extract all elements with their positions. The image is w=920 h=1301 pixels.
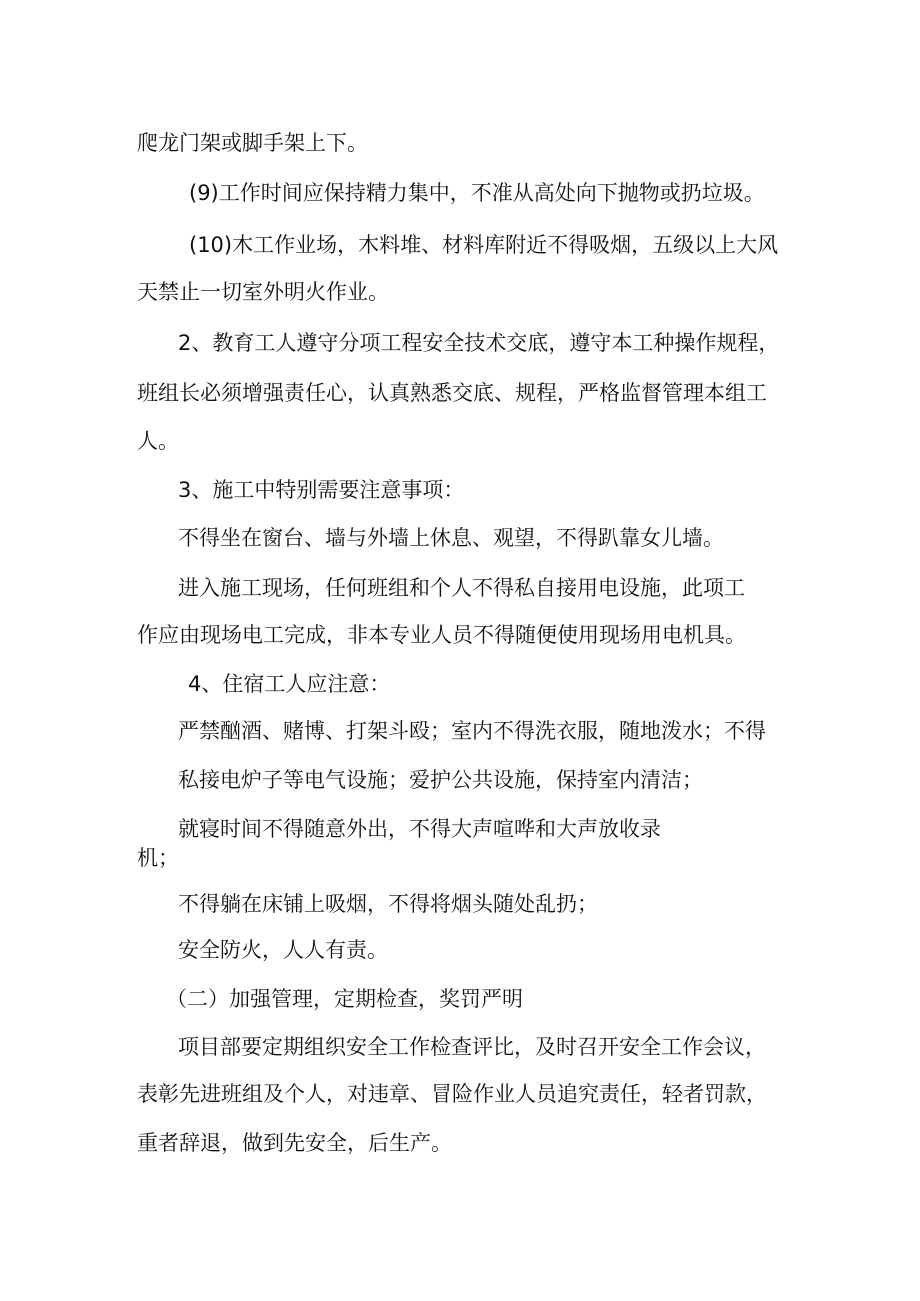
paragraph-line: 表彰先进班组及个人，对违章、冒险作业人员追究责任，轻者罚款，	[137, 1082, 767, 1106]
paragraph-line: 就寝时间不得随意外出，不得大声喧哗和大声放收录	[178, 817, 661, 841]
paragraph-line: 2、教育工人遵守分项工程安全技术交底，遵守本工种操作规程，	[178, 331, 780, 355]
paragraph-line: (10)木工作业场，木料堆、材料库附近不得吸烟，五级以上大风	[189, 233, 779, 257]
paragraph-line: 机；	[137, 846, 179, 870]
paragraph-line: 安全防火，人人有责。	[178, 938, 388, 962]
paragraph-line: 作应由现场电工完成，非本专业人员不得随便使用现场用电机具。	[137, 623, 746, 647]
paragraph-line: 不得躺在床铺上吸烟，不得将烟头随处乱扔；	[178, 892, 598, 916]
paragraph-heading: 3、施工中特别需要注意事项：	[178, 478, 465, 502]
paragraph-line: (9)工作时间应保持精力集中，不准从高处向下抛物或扔垃圾。	[189, 181, 765, 205]
paragraph-line: 重者辞退，做到先安全，后生产。	[137, 1131, 452, 1155]
paragraph-line: 人。	[137, 429, 179, 453]
paragraph-heading: 4、住宿工人应注意：	[188, 672, 391, 696]
section-heading: （二）加强管理，定期检查，奖罚严明	[166, 987, 523, 1011]
paragraph-line: 爬龙门架或脚手架上下。	[137, 131, 368, 155]
paragraph-line: 进入施工现场，任何班组和个人不得私自接用电设施，此项工	[178, 576, 745, 600]
paragraph-line: 班组长必须增强责任心，认真熟悉交底、规程，严格监督管理本组工	[137, 381, 767, 405]
paragraph-line: 项目部要定期组织安全工作检查评比，及时召开安全工作会议，	[178, 1035, 766, 1059]
paragraph-line: 严禁酗酒、赌博、打架斗殴；室内不得洗衣服，随地泼水；不得	[178, 719, 766, 743]
paragraph-line: 私接电炉子等电气设施；爱护公共设施，保持室内清洁；	[178, 768, 703, 792]
paragraph-line: 不得坐在窗台、墙与外墙上休息、观望，不得趴靠女儿墙。	[178, 526, 724, 550]
paragraph-line: 天禁止一切室外明火作业。	[137, 280, 389, 304]
